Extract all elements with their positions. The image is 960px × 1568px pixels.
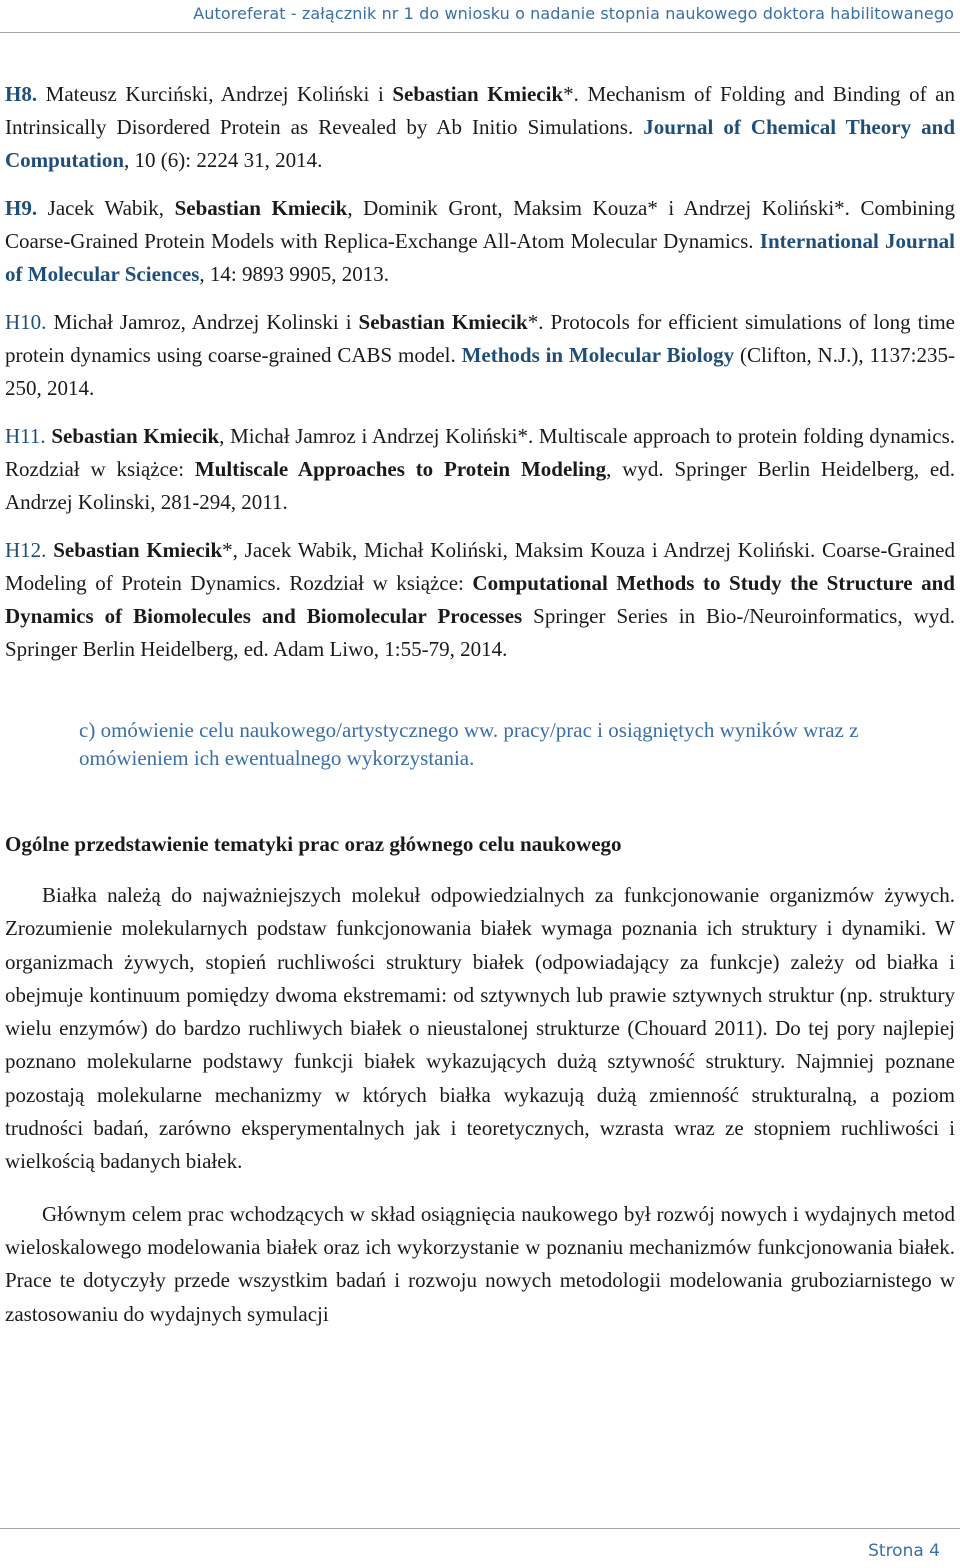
entry-book-title: Computational Methods to Study the Structure and Dynamics of Biomolecules and Biomolecular Processes (5, 571, 955, 628)
entry-journal: International Journal of Molecular Sciences (5, 229, 955, 286)
entry-title: , Dominik Gront, Maksim Kouza* i Andrzej Koliński*. Combining Coarse-Grained Protein Models with Replica-Exchange All-Atom Molecular Dynamics. (5, 196, 955, 253)
entry-highlight-author: Sebastian Kmiecik (53, 538, 223, 562)
entry-title: , Michał Jamroz i Andrzej Koliński*. Multiscale approach to protein folding dynamics. Rozdział w książce: (5, 424, 956, 481)
entry-label: H9. (5, 196, 38, 220)
publication-entry-h8 (5, 78, 955, 177)
entry-citation: , 10 (6): 2224 31, 2014. (124, 148, 323, 172)
publication-entry-h11 (5, 420, 955, 519)
footer-divider (0, 1528, 960, 1529)
entry-label: H12. (5, 538, 47, 562)
entry-book-title: Multiscale Approaches to Protein Modeling (194, 457, 607, 481)
body-paragraph-1: Białka należą do najważniejszych molekuł odpowiedzialnych za funkcjonowanie organizmów żywych. Zrozumienie molekularnych podstaw funkcjonowania białek wymaga poznania ich struktury i dynamiki. W organizmach żywych, stopień ruchliwości struktury białek (odpowiadający za funkcje) zależy od białka i obejmuje kontinuum pomiędzy dwoma ekstremami: od sztywnych lub prawie sztywnych struktur (np. struktury wielu enzymów) do bardzo ruchliwych białek o nieustalonej strukturze (Chouard 2011). Do tej pory najlepiej poznano molekularne podstawy funkcji białek wykazujących dużą sztywność struktury. Najmniej poznane pozostają molekularne mechanizmy w których białka wykazują dużą zmienność strukturalną, a poziom trudności badań, zarówno eksperymentalnych jak i teoretycznych, wzrasta wraz ze stopniem ruchliwości i wielkością badanych białek. (5, 883, 955, 1174)
entry-label: H8. (5, 82, 38, 106)
publication-entry-h9 (5, 192, 955, 291)
publication-entry-h12 (5, 534, 955, 666)
section-c-title: c) omówienie celu naukowego/artystycznego ww. pracy/prac i osiągniętych wyników wraz z omówieniem ich ewentualnego wykorzystania. (79, 718, 859, 770)
header-divider (0, 32, 960, 33)
running-header: Autoreferat - załącznik nr 1 do wniosku o nadanie stopnia naukowego doktora habilitowanego (193, 4, 954, 23)
entry-citation: , 14: 9893 9905, 2013. (199, 262, 389, 286)
entry-highlight-author: Sebastian Kmiecik (51, 424, 220, 448)
entry-highlight-author: Sebastian Kmiecik (358, 310, 528, 334)
entry-highlight-author: Sebastian Kmiecik (392, 82, 564, 106)
entry-title: *, Jacek Wabik, Michał Koliński, Maksim Kouza i Andrzej Koliński. Coarse-Grained Modeling of Protein Dynamics. Rozdział w książce: (5, 538, 955, 595)
page-content (5, 78, 955, 1331)
entry-citation: (Clifton, N.J.), 1137:235-250, 2014. (5, 343, 955, 400)
body-paragraph-2: Głównym celem prac wchodzących w skład osiągnięcia naukowego był rozwój nowych i wydajnych metod wieloskalowego modelowania białek oraz ich wykorzystanie w poznaniu mechanizmów funkcjonowania białek. Prace te dotyczyły przede wszystkim badań i rozwoju nowych metodologii modelowania gruboziarnistego w zastosowaniu do wydajnych symulacji (5, 1201, 955, 1326)
publication-entry-h10 (5, 306, 955, 405)
entry-title: *. Mechanism of Folding and Binding of an Intrinsically Disordered Protein as Revealed by Ab Initio Simulations. (5, 82, 955, 139)
entry-citation: , wyd. Springer Berlin Heidelberg, ed. Andrzej Kolinski, 281-294, 2011. (5, 457, 955, 514)
entry-authors: Mateusz Kurciński, Andrzej Koliński i (37, 82, 393, 106)
entry-journal: Methods in Molecular Biology (461, 343, 735, 367)
entry-journal: Journal of Chemical Theory and Computation (5, 115, 955, 172)
page-number: Strona 4 (868, 1541, 940, 1561)
entry-authors: Jacek Wabik, (37, 196, 175, 220)
entry-label: H10. (5, 310, 47, 334)
entry-authors: Michał Jamroz, Andrzej Kolinski i (46, 310, 359, 334)
entry-citation: Springer Series in Bio-/Neuroinformatics, wyd. Springer Berlin Heidelberg, ed. Adam Liwo, 1:55-79, 2014. (5, 604, 955, 661)
section-heading: Ogólne przedstawienie tematyki prac oraz głównego celu naukowego (5, 832, 622, 856)
entry-highlight-author: Sebastian Kmiecik (174, 196, 348, 220)
entry-label: H11. (5, 424, 46, 448)
entry-title: *. Protocols for efficient simulations of long time protein dynamics using coarse-grained CABS model. (5, 310, 955, 367)
